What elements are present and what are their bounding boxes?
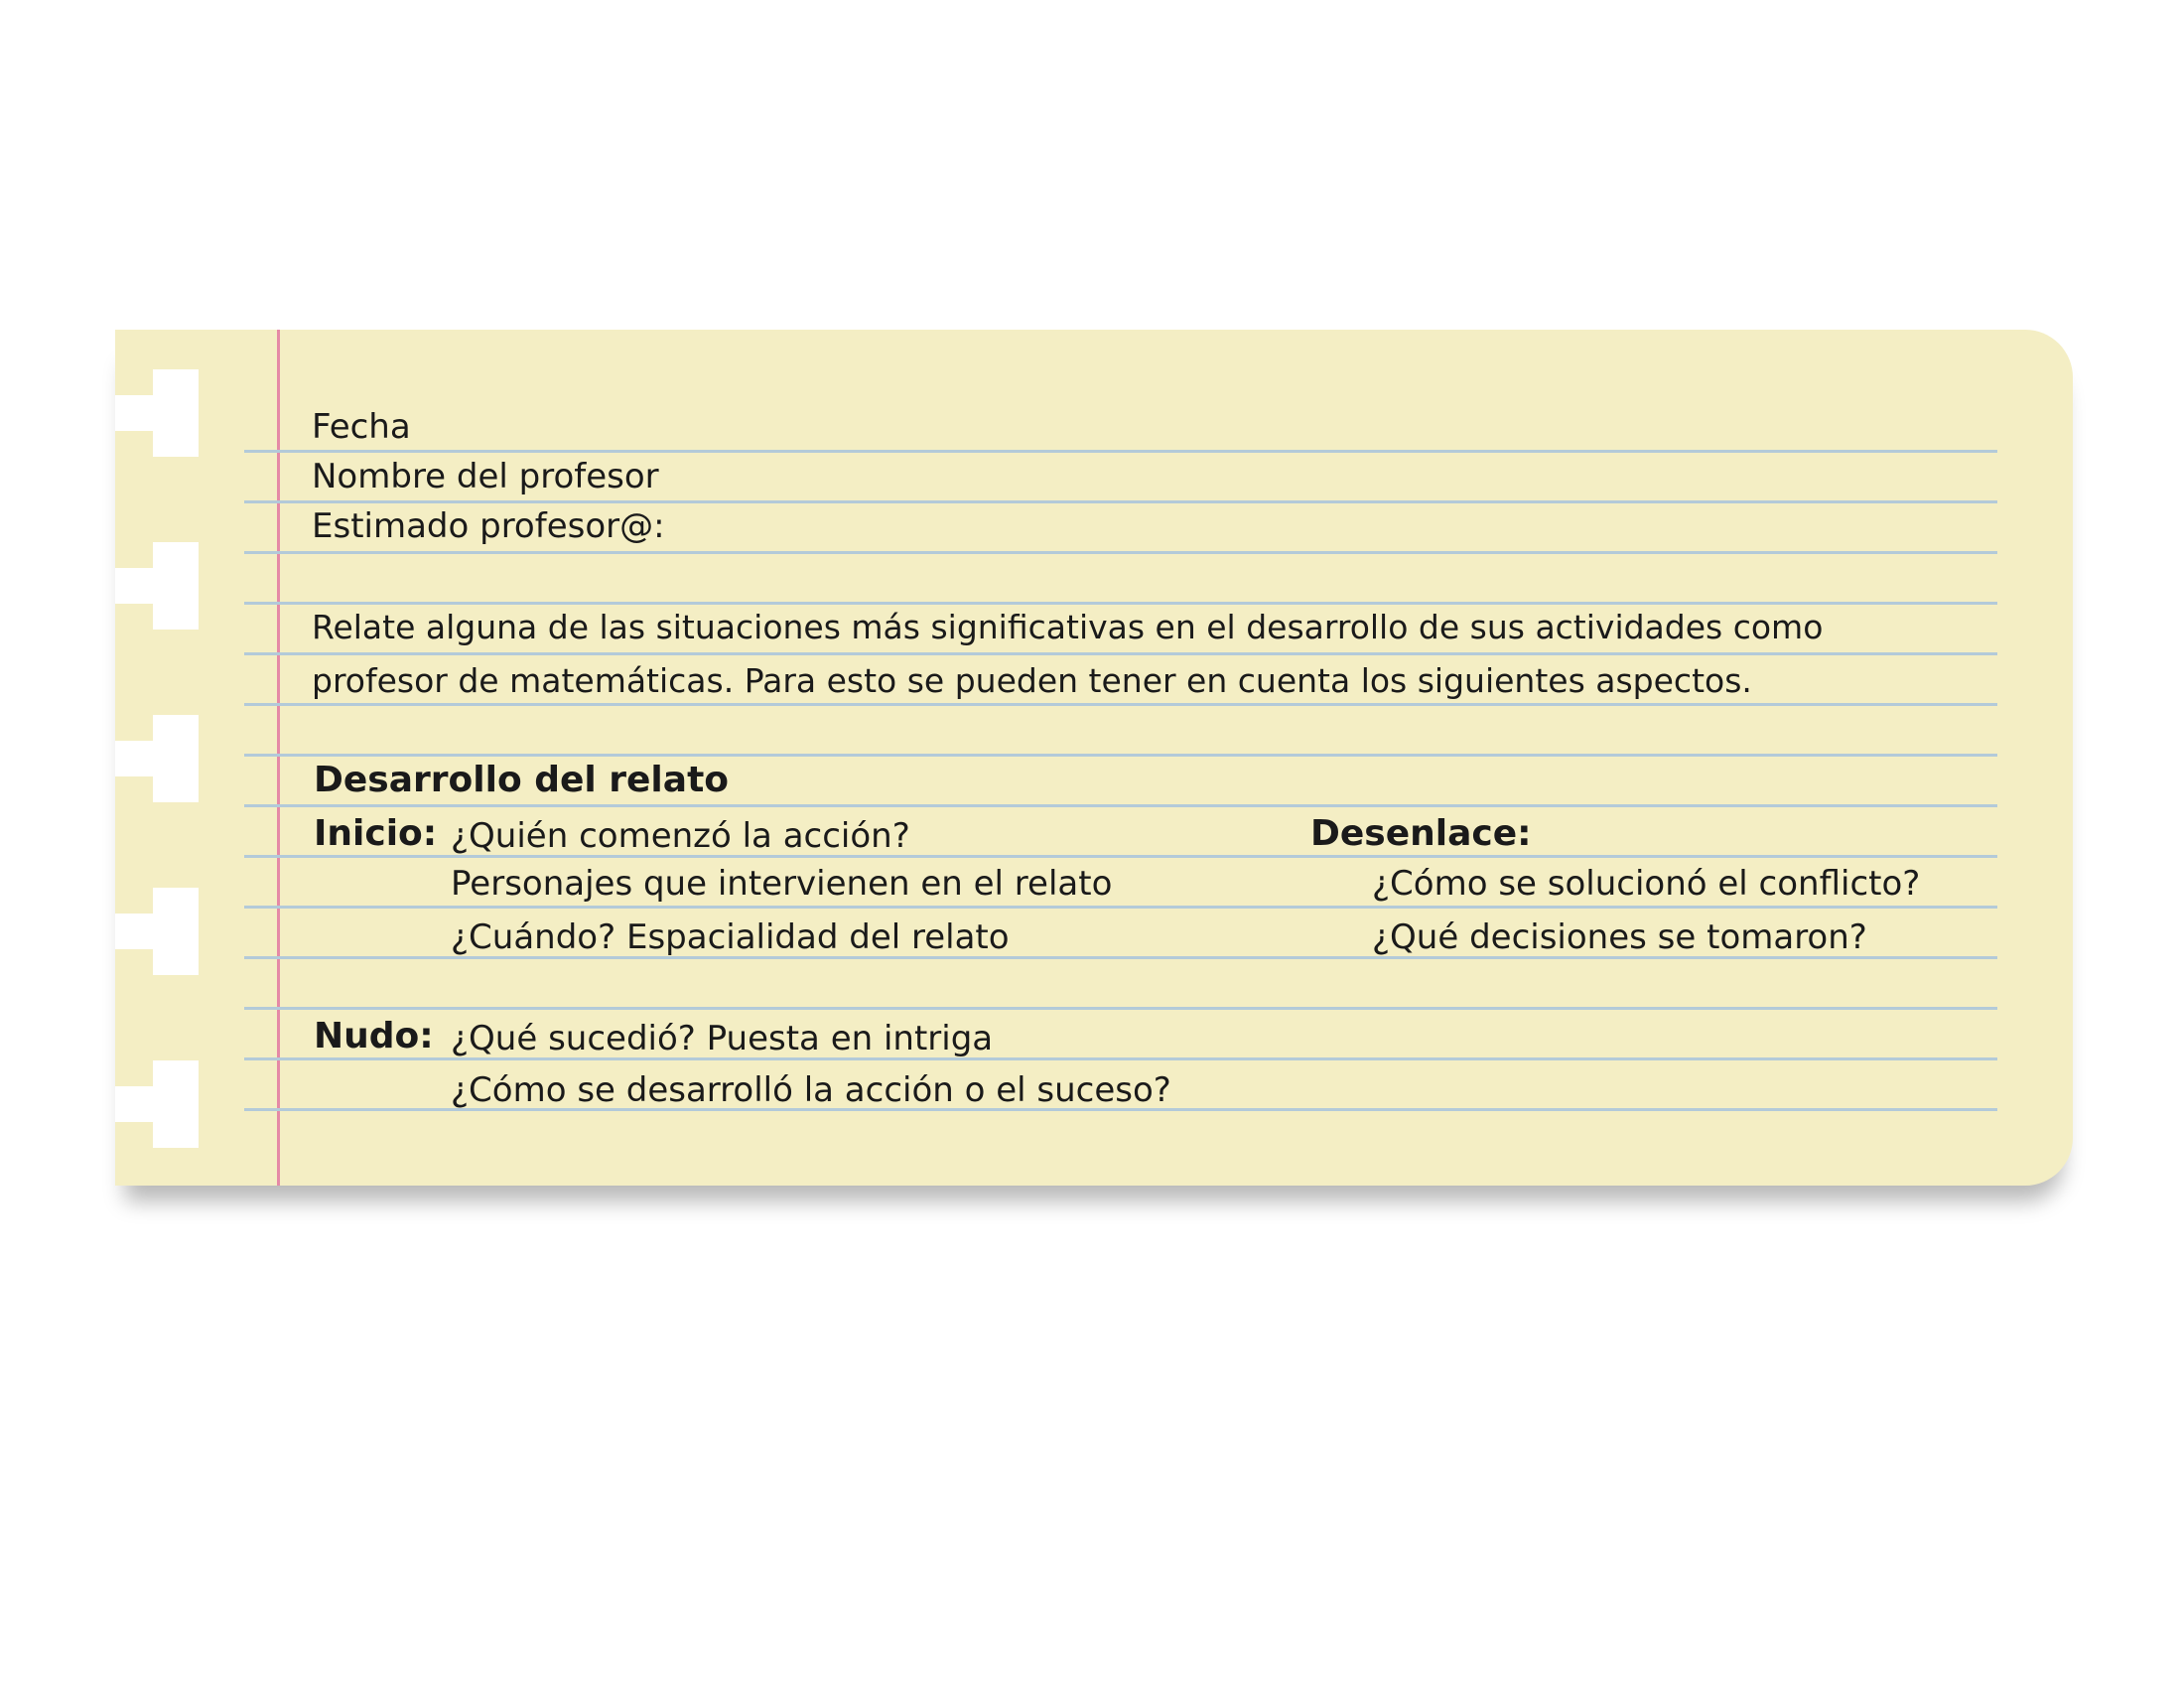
desenlace-item: ¿Cómo se solucionó el conflicto?	[1372, 864, 1921, 904]
prompt-line-2: profesor de matemáticas. Para esto se pueden tener en cuenta los siguientes aspectos.	[312, 661, 1752, 700]
inicio-item: ¿Quién comenzó la acción?	[451, 816, 910, 856]
desenlace-label: Desenlace:	[1310, 813, 1532, 854]
inicio-item: ¿Cuándo? Espacialidad del relato	[451, 917, 1010, 957]
ruled-line	[244, 551, 1997, 554]
nudo-item: ¿Cómo se desarrolló la acción o el suceso?	[451, 1070, 1171, 1110]
prompt-line-1: Relate alguna de las situaciones más significativas en el desarrollo de sus actividades como	[312, 608, 1824, 646]
ruled-line	[244, 754, 1997, 757]
ruled-line	[244, 652, 1997, 655]
nudo-item: ¿Qué sucedió? Puesta en intriga	[451, 1019, 994, 1058]
inicio-item: Personajes que intervienen en el relato	[451, 864, 1113, 904]
ruled-line	[244, 602, 1997, 605]
binder-hole	[115, 715, 199, 802]
ruled-line	[244, 500, 1997, 503]
desenlace-item: ¿Qué decisiones se tomaron?	[1372, 917, 1867, 957]
notebook-paper	[115, 330, 2073, 1186]
nudo-label: Nudo:	[314, 1016, 434, 1056]
teacher-name-label: Nombre del profesor	[312, 457, 659, 496]
binder-hole	[115, 369, 199, 457]
ruled-line	[244, 804, 1997, 807]
fecha-label: Fecha	[312, 407, 411, 447]
section-heading: Desarrollo del relato	[314, 760, 730, 800]
inicio-label: Inicio:	[314, 813, 438, 854]
ruled-line	[244, 703, 1997, 706]
greeting: Estimado profesor@:	[312, 506, 665, 546]
binder-hole	[115, 1060, 199, 1148]
binder-hole	[115, 888, 199, 975]
ruled-line	[244, 1007, 1997, 1010]
ruled-line	[244, 906, 1997, 909]
binder-hole	[115, 542, 199, 630]
ruled-line	[244, 450, 1997, 453]
